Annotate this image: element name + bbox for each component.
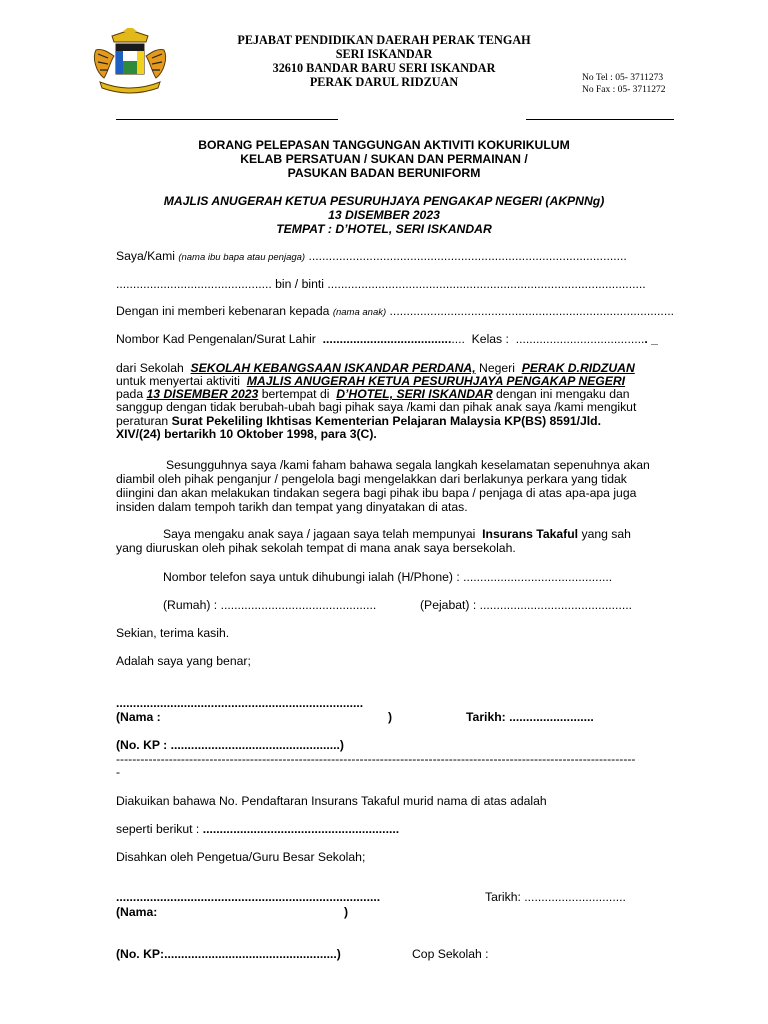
form-title-line3: PASUKAN BADAN BERUNIFORM [287, 166, 481, 180]
office-name: PEJABAT PENDIDIKAN DAERAH PERAK TENGAH [237, 33, 531, 47]
para2-line2: diambil oleh pihak penganjur / pengelola bagi mengelakkan dari berlakunya perkara yang tidak [116, 472, 627, 486]
parent-name-dots: .............................................................................................. [308, 249, 627, 263]
school-verified-by: Disahkan oleh Pengetua/Guru Besar Sekolah; [116, 850, 366, 864]
form-title-line2: KELAB PERSATUAN / SUKAN DAN PERMAINAN / [240, 152, 528, 166]
para1-dari: dari Sekolah [116, 361, 184, 375]
class-label: Kelas : [471, 332, 509, 346]
para1-peraturan: peraturan [116, 414, 169, 428]
para2-line3: diingini dan akan melakukan tindakan segera bagi pihak ibu bapa / penjaga di atas apa-apa juga [116, 486, 637, 500]
para1-after-place: dengan ini mengaku dan [496, 387, 630, 401]
parent-date-field[interactable]: Tarikh: ......................... [466, 710, 594, 724]
closing-yours: Adalah saya yang benar; [116, 654, 251, 668]
child-name-field[interactable] [116, 304, 674, 320]
handphone-field[interactable]: Nombor telefon saya untuk dihubungi ialah (H/Phone) : ............................................ [163, 570, 613, 584]
principal-date-field[interactable]: Tarikh: .............................. [485, 890, 626, 904]
principal-ic-field[interactable]: (No. KP:...................................................) [116, 947, 341, 961]
para3-line2: yang diuruskan oleh pihak sekolah tempat di mana anak saya bersekolah. [116, 541, 516, 555]
ic-number-dots: ...................................... [322, 332, 452, 346]
para1-line1 [116, 361, 635, 375]
bin-dots-before: .............................................. [116, 277, 272, 291]
parent-signature-line[interactable]: ......................................................................... [116, 696, 364, 710]
bin-dots-after: .............................................................................................. [327, 277, 646, 291]
parent-name-label: Saya/Kami [116, 249, 175, 263]
para1-untuk: untuk menyertai aktiviti [116, 374, 240, 388]
parent-name-hint: (nama ibu bapa atau penjaga) [178, 252, 306, 263]
para1-line2 [116, 374, 625, 388]
school-ack-line1: Diakuikan bahawa No. Pendaftaran Insurans Takaful murid nama di atas adalah [116, 794, 547, 808]
principal-signature-line[interactable]: .............................................................................. [116, 890, 381, 904]
event-date: 13 DISEMBER 2023 [328, 208, 440, 222]
ic-number-dots-end: .... [451, 332, 465, 346]
para1-line6: XIV/(24) bertarikh 10 Oktober 1998, para 3(C). [116, 427, 377, 441]
class-underscore: _ [651, 332, 658, 346]
section-separator: -------------------------------------------------------------------------------------------------------------------------------- [116, 752, 636, 766]
child-name-dots: .................................................................................... [389, 304, 674, 318]
para2-line1: Sesungguhnya saya /kami faham bahawa segala langkah keselamatan sepenuhnya akan [166, 458, 650, 472]
header-rule-left [116, 119, 338, 120]
para3-pre: Saya mengaku anak saya / jagaan saya telah mempunyai [163, 527, 476, 541]
office-tel: No Tel : 05- 3711273 [582, 73, 664, 83]
state-name: PERAK D.RIDZUAN [521, 361, 635, 375]
office-town: SERI ISKANDAR [335, 47, 433, 61]
insurance-no-field[interactable] [116, 822, 399, 836]
child-name-label: Dengan ini memberi kebenaran kepada [116, 304, 330, 318]
ic-number-field[interactable] [116, 332, 658, 346]
event-name: MAJLIS ANUGERAH KETUA PESURUHJAYA PENGAKAP NEGERI (AKPNNg) [163, 194, 605, 208]
para2-line4: insiden dalam tempoh tarikh dan tempat yang dinyatakan di atas. [116, 500, 468, 514]
school-stamp-label: Cop Sekolah : [412, 947, 489, 961]
insurance-no-label: seperti berikut : [116, 822, 200, 836]
office-fax: No Fax : 05- 3711272 [582, 85, 666, 95]
principal-name-close: ) [344, 905, 349, 919]
para3-post: yang sah [581, 527, 631, 541]
parent-name-sign-close: ) [388, 710, 393, 724]
header-rule-right [526, 119, 674, 120]
para3-line1 [163, 527, 631, 541]
activity-place: D’HOTEL, SERI ISKANDAR [336, 387, 493, 401]
office-state: PERAK DARUL RIDZUAN [309, 75, 459, 89]
office-address: 32610 BANDAR BARU SERI ISKANDAR [272, 61, 496, 75]
parent-ic-field[interactable]: (No. KP : ..................................................) [116, 738, 344, 752]
para1-line5 [116, 414, 601, 428]
form-title-line1: BORANG PELEPASAN TANGGUNGAN AKTIVITI KOKURIKULUM [198, 138, 570, 152]
circular-reference: Surat Pekeliling Ikhtisas Kementerian Pelajaran Malaysia KP(BS) 8591/Jld. [171, 414, 602, 428]
bin-binti-field[interactable] [116, 277, 646, 291]
child-name-hint: (nama anak) [332, 307, 387, 318]
office-phone-field[interactable]: (Pejabat) : ............................................. [420, 598, 632, 612]
insurance-takaful: Insurans Takaful [482, 527, 579, 541]
parent-name-sign-label: (Nama : [116, 710, 161, 724]
ic-number-label: Nombor Kad Pengenalan/Surat Lahir [116, 332, 316, 346]
para1-pada: pada [116, 387, 144, 401]
para1-line3 [116, 387, 630, 401]
para1-line4: sanggup dengan tidak berubah-ubah bagi pihak saya /kami dan pihak anak saya /kami mengikut [116, 400, 637, 414]
home-phone-field[interactable]: (Rumah) : .............................................. [163, 598, 377, 612]
class-tail: . [644, 332, 648, 346]
parent-name-field[interactable] [116, 249, 627, 265]
bin-binti-label: bin / binti [275, 277, 324, 291]
principal-name-label: (Nama: [116, 905, 158, 919]
activity-date: 13 DISEMBER 2023 [146, 387, 259, 401]
insurance-no-dots: .......................................................... [202, 822, 400, 836]
class-dots: ...................................... [515, 332, 645, 346]
para1-bertempat: bertempat di [261, 387, 330, 401]
closing-thanks: Sekian, terima kasih. [116, 626, 230, 640]
event-venue: TEMPAT : D’HOTEL, SERI ISKANDAR [276, 222, 492, 236]
section-separator-tail: - [116, 765, 121, 779]
school-name: SEKOLAH KEBANGSAAN ISKANDAR PERDANA, [190, 361, 476, 375]
activity-name: MAJLIS ANUGERAH KETUA PESURUHJAYA PENGAKAP NEGERI [246, 374, 626, 388]
para1-negeri: Negeri [479, 361, 515, 375]
